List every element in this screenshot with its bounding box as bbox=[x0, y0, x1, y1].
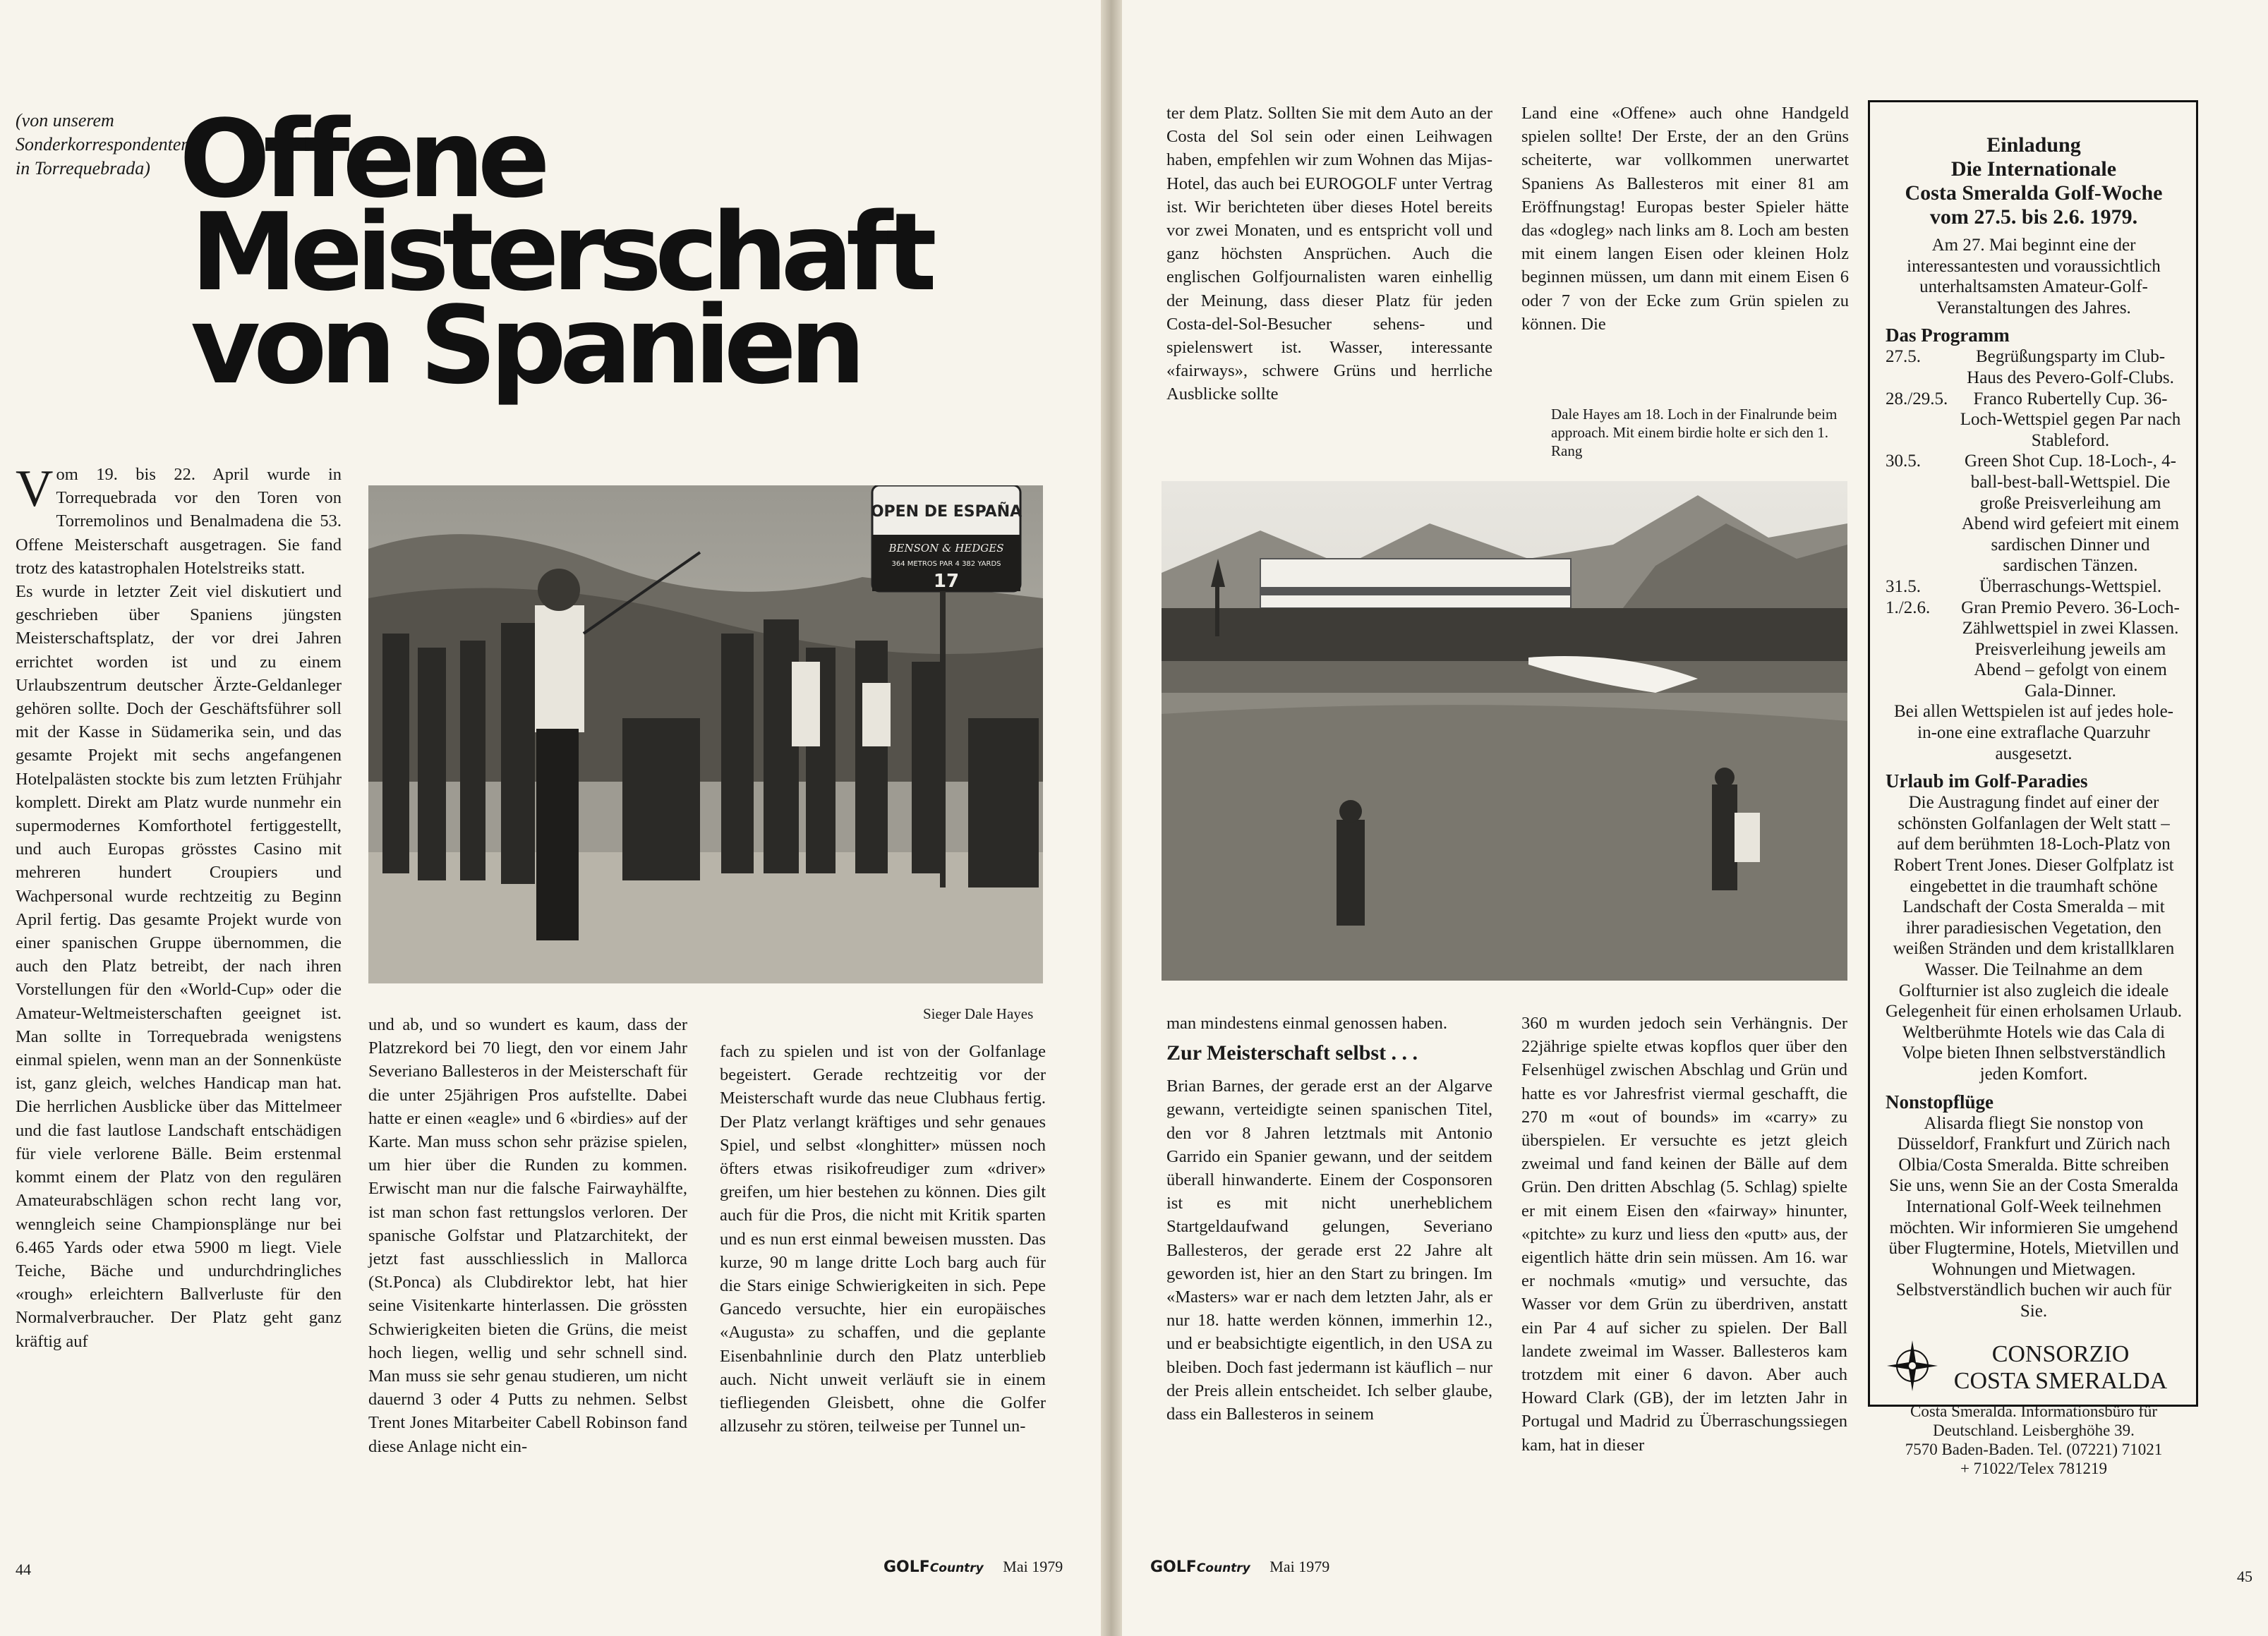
consorzio-line-2: COSTA SMERALDA bbox=[1953, 1368, 2168, 1395]
address-line-4: + 71022/Telex 781219 bbox=[1960, 1460, 2108, 1478]
programm-date: 31.5. bbox=[1886, 576, 1921, 596]
ad-title-line-2: Die Internationale bbox=[1950, 157, 2117, 181]
logo-main-right: GOLF bbox=[1150, 1558, 1197, 1576]
page-number-right: 45 bbox=[2237, 1568, 2252, 1585]
column-2-body: und ab, und so wundert es kaum, dass der Platzrekord bei 70 liegt, den vor einem Jahr Severiano Ballesteros in der Meisterschaft für die unter 25jährigen Pros aufstellte. Dabei hatte er einen «eagle» und 6 «birdies» auf der Karte. Man muss schon sehr präzise spielen, um hier über die Runden zu kommen. Erwischt man nur die falsche Fairwayhälfte, ist man schon fast rettungslos verloren. Der spanische Golfstar und Platzarchitekt, der jetzt fast ausschliesslich in Mallorca (St.Ponca) als Clubdirektor lebt, hat hier seine Visitenkarte hinterlassen. Die grössten Schwierigkeiten bieten die Grüns, die meist hoch liegen, wellig und sehr schnell sind. Man muss sie sehr genau studieren, um nicht dauernd 3 oder 4 Putts zu nehmen. Selbst Trent Jones Mitarbeiter Cabell Robinson fand diese Anlage nicht ein- bbox=[368, 1015, 687, 1456]
subheading: Zur Meisterschaft selbst . . . bbox=[1166, 1041, 1418, 1065]
right-column-1-top bbox=[1166, 102, 1492, 468]
article-column-3 bbox=[720, 1040, 1046, 1548]
magazine-logo-right bbox=[1150, 1558, 1250, 1576]
flug-heading: Nonstopflüge bbox=[1886, 1091, 1994, 1113]
ad-title-line-1: Einladung bbox=[1986, 133, 2081, 157]
drop-cap: V bbox=[16, 460, 54, 518]
ad-title-line-4: vom 27.5. bis 2.6. 1979. bbox=[1929, 205, 2138, 229]
byline-line-2: in Torrequebrada) bbox=[16, 158, 150, 178]
right-col1-bottom-a: man mindestens einmal genossen haben. bbox=[1166, 1014, 1448, 1033]
address-line-2: Deutschland. Leisberghöhe 39. bbox=[1933, 1422, 2135, 1440]
programm-text: Green Shot Cup. 18-Loch-, 4-ball-best-ball-Wettspiel. Die große Preisverleihung am Abend wird gefeiert mit einem sardischen Dinner und sardischen Tänzen. bbox=[1961, 452, 2180, 576]
page-gutter bbox=[1101, 0, 1122, 1636]
right-column-1-bottom bbox=[1166, 1012, 1492, 1562]
article-column-2 bbox=[368, 1013, 687, 1549]
headline-line-3: von Spanien bbox=[191, 283, 859, 408]
right-column-2-top bbox=[1521, 102, 1849, 398]
lead-paragraph bbox=[16, 460, 342, 580]
right-col1-bottom-b: Brian Barnes, der gerade erst an der Algarve gewann, verteidigte seinen spanischen Titel, den vor 8 Jahren letztmals mit Antonio Garrido ein Spanier gewann, und der seitdem überall hinwanderte. Einem der Cosponsoren ist es mit nicht unerheblichem Startgeldaufwand gelungen, Severiano Ballesteros, der gerade erst 22 Jahre alt geworden ist, hier an den Start zu bringen. Im «Masters» war er nach dem letzten Jahr, als er nur 18. hatte werden können, immerhin 12., und er beabsichtigte eigentlich, in den USA zu bleiben. Doch fast jedermann ist käuflich – nur der Preis allein entscheidet. Ich selber glaube, dass ein Ballesteros in seinem bbox=[1166, 1077, 1492, 1424]
right-col2-top-text: Land eine «Offene» auch ohne Handgeld spielen sollte! Der Erste, der an den Grüns scheiterte, war vollkommen unerwartet Spaniens As Ballesteros mit einer 81 am Eröffnungstag! Europas bester Spieler hätte das «dogleg» nach links am 8. Loch am besten mit einem langen Eisen oder kleinen Holz beginnen müssen, um dann mit einem Eisen 6 oder 7 von der Ecke zum Grün spielen zu können. Die bbox=[1521, 104, 1849, 334]
urlaub-text: Die Austragung findet auf einer der schönsten Golfanlagen der Welt statt – auf dem berühmten 18-Loch-Platz von Robert Trent Jones. Dieser Golfplatz ist eingebettet in die traumhaft schöne Landschaft der Costa Smeralda – mit ihrer paradiesischen Vegetation, den weißen Stränden und dem kristallklaren Wasser. Die Teilnahme an dem Golfturnier ist also zugleich die ideale Gelegenheit für einen erholsamen Urlaub. Weltberühmte Hotels wie das Cala di Volpe bieten Ihnen selbstverständlich jeden Komfort. bbox=[1886, 793, 2182, 1084]
photo-caption-left: Sieger Dale Hayes bbox=[923, 1005, 1034, 1022]
programm-date: 28./29.5. bbox=[1886, 389, 1948, 408]
article-column-1 bbox=[16, 460, 342, 1549]
address-line-3: 7570 Baden-Baden. Tel. (07221) 71021 bbox=[1905, 1441, 2163, 1459]
programm-text: Überraschungs-Wettspiel. bbox=[1979, 576, 2162, 596]
compass-rose-icon bbox=[1886, 1339, 1939, 1398]
programm-text: Franco Rubertelly Cup. 36-Loch-Wettspiel gegen Par nach Stableford. bbox=[1960, 389, 2181, 450]
issue-date-left: Mai 1979 bbox=[1003, 1558, 1063, 1575]
left-page bbox=[0, 0, 1101, 1636]
consorzio-line-1: CONSORZIO bbox=[1991, 1341, 2130, 1368]
ad-intro: Am 27. Mai beginnt eine der interessantesten und voraussichtlich unterhaltsamsten Amateur-Golf-Veranstaltungen des Jahres. bbox=[1907, 236, 2161, 317]
photo-dale-hayes-swing bbox=[368, 485, 1043, 983]
programm-text: Gran Premio Pevero. 36-Loch-Zählwettspiel in zwei Klassen. Preisverleihung jeweils am Abend – gefolgt von einem Gala-Dinner. bbox=[1961, 598, 2180, 701]
sign-hole-number: 17 bbox=[933, 571, 960, 592]
right-column-2-bottom bbox=[1521, 1012, 1847, 1562]
consorzio-block bbox=[1886, 1339, 2182, 1398]
programm-date: 27.5. bbox=[1886, 347, 1921, 367]
programm-date: 1./2.6. bbox=[1886, 598, 1931, 617]
hole-in-one-note: Bei allen Wettspielen ist auf jedes hole-in-one eine extraflache Quarzuhr ausgesetzt. bbox=[1893, 702, 2174, 763]
photo-caption-right: Dale Hayes am 18. Loch in der Finalrunde beim approach. Mit einem birdie holte er sich den 1. Rang bbox=[1551, 406, 1838, 459]
headline-line-1: Offene bbox=[179, 97, 543, 222]
byline bbox=[16, 109, 192, 181]
programm-date: 30.5. bbox=[1886, 452, 1921, 471]
ad-title-line-3: Costa Smeralda Golf-Woche bbox=[1905, 181, 2163, 205]
headline-line-2: Meisterschaft bbox=[191, 190, 930, 315]
column-1-body: Es wurde in letzter Zeit viel diskutiert und geschrieben über Spaniens jüngsten Meisterschaftsplatz, der vor drei Jahren errichtet worden ist und zu einem Urlaubszentrum deutscher Ärzte-Geldanleger gehören sollte. Doch der Geschäftsführer soll mit der Kasse in Südamerika sein, und das gesamte Projekt mit sechs angefangenen Hotelpalästen stockte bis zum letzten Frühjahr komplett. Direkt am Platz wurde nunmehr ein supermodernes Komforthotel fertiggestellt, und auch Europas grösstes Casino mit mehreren hundert Croupiers und Wachpersonal wurde rechtzeitig zu Beginn April fertig. Das gesamte Projekt wurde von einer spanischen Gruppe übernommen, die auch den Platz betreibt, der nach ihren Vorstellungen für den «World-Cup» oder die Amateur-Weltmeisterschaften geeignet ist. Man sollte in Torrequebrada wenigstens einmal spielen, wenn man an der Sonnenküste ist, ganz gleich, welches Handicap man hat. Die herrlichen Ausblicke über das Mittelmeer und die fast lautlose Landschaft entschädigen für viele verlorene Bälle. Beim erstenmal kommt einem der Platz von den regulären Amateurabschlägen schon recht lang vor, wenngleich seine Championsplänge nur bei 6.465 Yards oder etwa 5900 m liegt. Viele Teiche, Bäche und undurchdringliches «rough» erleichtern Ballverluste für den Normalverbraucher. Der Platz geht ganz kräftig auf bbox=[16, 582, 342, 1351]
programm-text: Begrüßungsparty im Club-Haus des Pevero-Golf-Clubs. bbox=[1967, 347, 2174, 387]
address-line-1: Costa Smeralda. Informationsbüro für bbox=[1910, 1402, 2158, 1421]
page-number-left: 44 bbox=[16, 1561, 31, 1578]
logo-sub-right: Country bbox=[1196, 1561, 1250, 1575]
magazine-logo-left bbox=[883, 1558, 984, 1576]
urlaub-heading: Urlaub im Golf-Paradies bbox=[1886, 770, 2088, 792]
sign-top-label: OPEN DE ESPAÑA bbox=[870, 503, 1023, 521]
footer-left bbox=[883, 1558, 1063, 1576]
right-col2-bottom-text: 360 m wurden jedoch sein Verhängnis. Der 22jährige spielte etwas kopflos quer über den Felsenhügel zwischen Abschlag und Grün und hatte es vor Jahresfrist viermal geschafft, die 270 m «out of bounds» im «carry» zu überspielen. Er versuchte es jetzt gleich zweimal und fand keinen der Bälle auf dem Grün. Den dritten Abschlag (5. Schlag) spielte er mit einem Eisen den «fairway» hinunter, «pitchte» zu kurz und liess den «putt» aus, der eigentlich hätte drin sein müssen. Am 16. war er nochmals «mutig» und versuchte, das Wasser vor dem Grün zu überdriven, anstatt ein Par 4 auf sicher zu spielen. Der Ball landete zweimal im Wasser. Ballesteros kam trotzdem mit einer 6 davon. Aber auch Howard Clark (GB), der im letzten Jahr in Portugal und Madrid zu Überraschungssiegen kam, hat in dieser bbox=[1521, 1014, 1847, 1455]
photo-clubhouse-approach bbox=[1162, 481, 1847, 981]
footer-right bbox=[1150, 1558, 1329, 1576]
consorzio-name bbox=[1939, 1341, 2182, 1395]
ad-title bbox=[1886, 133, 2182, 229]
programm-heading: Das Programm bbox=[1886, 325, 2010, 346]
programm-list bbox=[1886, 346, 2182, 701]
issue-date-right: Mai 1979 bbox=[1269, 1558, 1330, 1575]
logo-sub-left: Country bbox=[929, 1561, 984, 1575]
logo-main-left: GOLF bbox=[883, 1558, 930, 1576]
flug-text: Alisarda fliegt Sie nonstop von Düsseldorf, Frankfurt und Zürich nach Olbia/Costa Smeralda. Bitte schreiben Sie uns, wenn Sie an der Costa Smeralda International Golf-Week teilnehmen möchten. Wir informieren Sie umgehend über Flugtermine, Hotels, Mietvillen und Wohnungen und Mietwagen. Selbstverständlich buchen wir auch für Sie. bbox=[1888, 1113, 2179, 1321]
ad-address bbox=[1886, 1402, 2182, 1478]
costa-smeralda-ad bbox=[1868, 100, 2198, 1478]
column-3-body: fach zu spielen und ist von der Golfanlage begeistert. Gerade rechtzeitig vor der Meisterschaft wurde das neue Clubhaus fertig. Der Platz verlangt kräftiges und sehr genaues Spiel, und selbst «longhitter» müssen noch öfters etwas risikofreudiger zum «driver» greifen, um hier bestehen zu können. Dies gilt auch für die Pros, die nicht mit Kritik sparten und es nun erst einmal beweisen mussten. Das kurze, 90 m lange dritte Loch barg auch für die Stars einige Schwierigkeiten in sich. Pepe Gancedo versuchte, hier ein europäisches «Augusta» zu schaffen, und die geplante Eisenbahnlinie durch den Platz unterblieb auch. Nicht unweit verläuft sie in einem tiefliegenden Gleisbett, ohne die Golfer allzusehr zu stören, teilweise per Tunnel un- bbox=[720, 1042, 1046, 1436]
byline-line-1: (von unserem Sonderkorrespondenten bbox=[16, 110, 191, 154]
sign-brand-label: BENSON & HEDGES bbox=[888, 542, 1004, 555]
right-col1-top-text: ter dem Platz. Sollten Sie mit dem Auto an der Costa del Sol sein oder einen Leihwagen haben, empfehlen wir zum Wohnen das Mijas-Hotel, das auch bei EUROGOLF unter Vertrag ist. Wir berichteten über dieses Hotel bereits vor zwei Monaten, und es entspricht voll und ganz höchsten Ansprüchen. Auch die englischen Golfjournalisten waren einhellig der Meinung, dass dieser Platz für jeden Costa-del-Sol-Besucher sehens- und spielenswert ist. Wasser, interessante «fairways», schwere Grüns und herrliche Ausblicke sollte bbox=[1166, 104, 1492, 404]
sign-hole-info: 364 METROS PAR 4 382 YARDS bbox=[891, 560, 1001, 568]
lead-text: om 19. bis 22. April wurde in Torrequebrada vor den Toren von Torremolinos und Benalmadena die 53. Offene Meisterschaft ausgetragen. Sie fand trotz des katastrophalen Hotelstreiks statt. bbox=[16, 465, 342, 578]
